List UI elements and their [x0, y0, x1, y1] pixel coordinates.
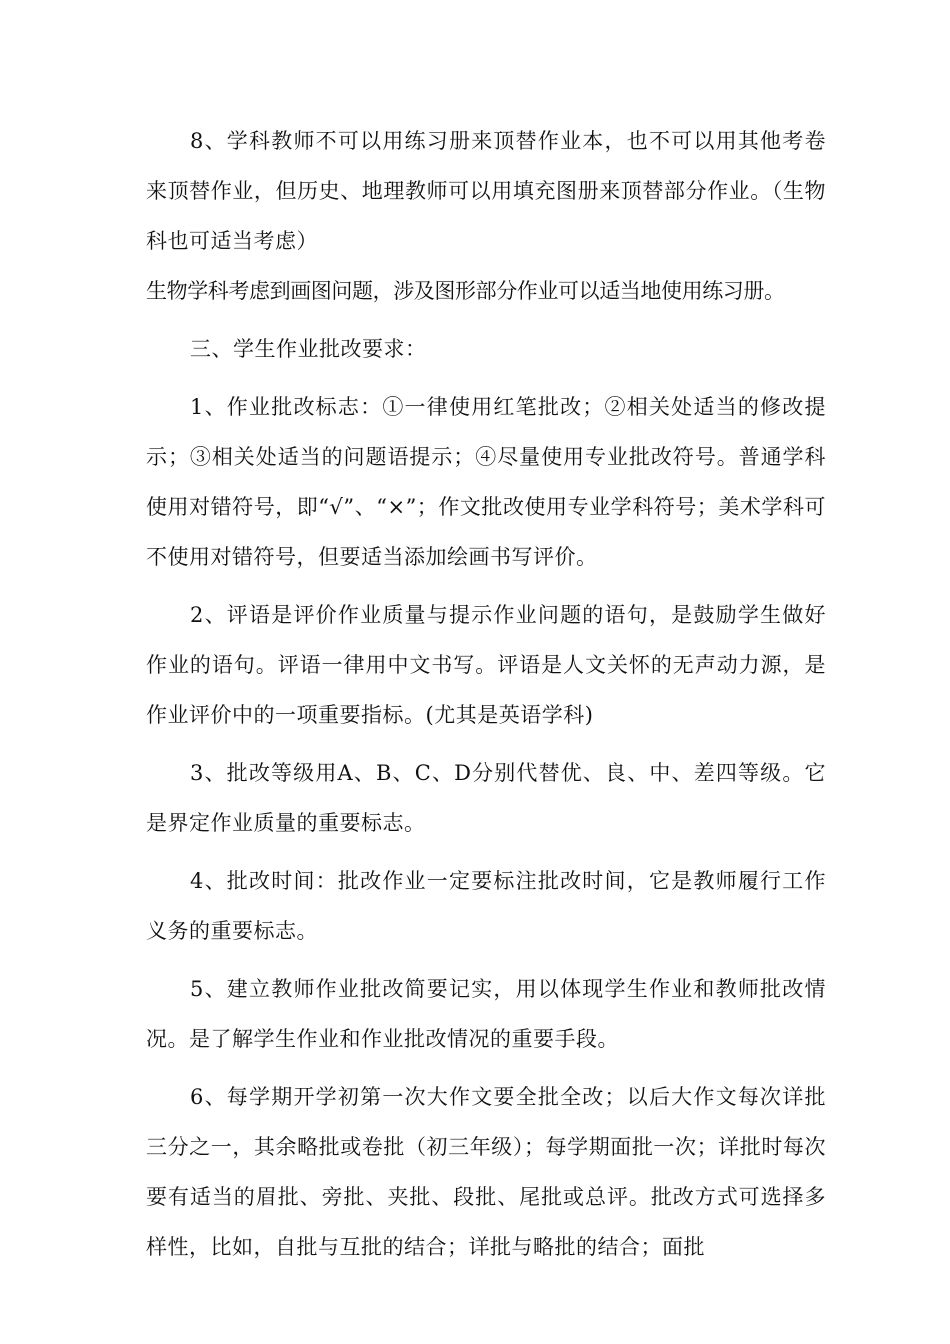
paragraph-item-6: 6、每学期开学初第一次大作文要全批全改；以后大作文每次详批三分之一，其余略批或卷批（初三年级）；每学期面批一次；详批时每次要有适当的眉批、旁批、夹批、段批、尾批或总评。批改方式可选择多样性，比如，自批与互批的结合；详批与略批的结合；面批	[146, 1085, 826, 1259]
paragraph-item-4: 4、批改时间：批改作业一定要标注批改时间，它是教师履行工作义务的重要标志。	[146, 869, 826, 943]
paragraph-biology-note: 生物学科考虑到画图问题，涉及图形部分作业可以适当地使用练习册。	[146, 279, 785, 303]
paragraph-item-8: 8、学科教师不可以用练习册来顶替作业本，也不可以用其他考卷来顶替作业，但历史、地理教师可以用填充图册来顶替部分作业。（生物科也可适当考虑）	[146, 129, 826, 253]
section-heading-grading-requirements: 三、学生作业批改要求：	[190, 337, 427, 361]
paragraph-item-2: 2、评语是评价作业质量与提示作业问题的语句，是鼓励学生做好作业的语句。评语一律用中文书写。评语是人文关怀的无声动力源，是作业评价中的一项重要指标。(尤其是英语学科)	[146, 603, 826, 727]
paragraph-item-1: 1、作业批改标志：①一律使用红笔批改；②相关处适当的修改提示；③相关处适当的问题语提示；④尽量使用专业批改符号。普通学科使用对错符号，即“√”、“×”；作文批改使用专业学科符号；美术学科可不使用对错符号，但要适当添加绘画书写评价。	[146, 395, 826, 569]
paragraph-item-5: 5、建立教师作业批改简要记实，用以体现学生作业和教师批改情况。是了解学生作业和作业批改情况的重要手段。	[146, 977, 826, 1051]
paragraph-item-3: 3、批改等级用A、B、C、D分别代替优、良、中、差四等级。它是界定作业质量的重要标志。	[146, 761, 826, 835]
document-body	[146, 116, 826, 1272]
